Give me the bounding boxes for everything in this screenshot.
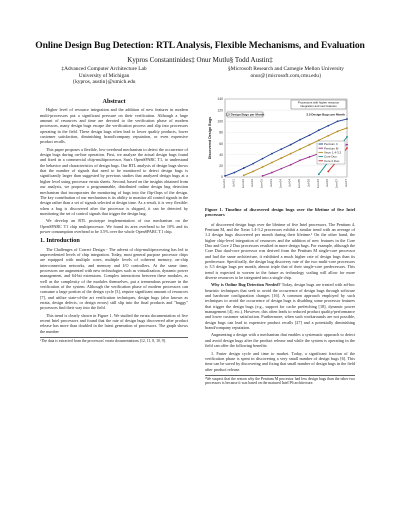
figure-1 — [205, 95, 355, 205]
data-point — [224, 175, 226, 177]
y-tick-label: 80 — [219, 130, 223, 135]
affiliation-michigan — [44, 66, 164, 86]
data-point — [262, 166, 264, 168]
data-point — [252, 163, 254, 165]
data-point — [309, 134, 311, 136]
list-item: 1. Faster design cycle and time to market. Today, a significant fraction of the verification phase is spent in discovering a very small number of design bugs [6]. This time can be saved by discovering and fixing that small number of design bugs in the field after product release. — [205, 350, 355, 372]
data-point — [337, 130, 339, 132]
data-point — [346, 136, 348, 138]
y-tick-label: 0 — [221, 175, 223, 180]
paper-title: Online Design Bug Detection: RTL Analysis, Flexible Mechanisms, and Evaluation — [35, 40, 365, 51]
y-tick-label: 60 — [219, 141, 223, 146]
footnote: ²We suspect that the reason why the Pentium M processor had less design bugs than the other two processors is because it was based on the matured Intel P6 architecture. — [205, 376, 355, 386]
data-point — [327, 171, 329, 173]
x-tick-label: Jul-06 — [325, 179, 330, 188]
y-tick-label: 140 — [217, 97, 223, 102]
y-tick-label: 100 — [217, 119, 223, 124]
data-point — [327, 125, 329, 127]
x-tick-label: Jan-04 — [278, 179, 283, 189]
data-point — [290, 144, 292, 146]
body-text: Today, design bugs are treated with ad-hoc heuristic techniques that seek to avoid the occurrence of design bugs through software and hardware configuration changes [16]. A common approach employed by such techniques to avoid the occurrence of design bugs is disabling some processor features that trigger the design bugs (e.g., support for cache prefetching [18], dynamic power management [4], etc.). However, this often leads to reduced product quality/performance and lower customer satisfaction. Furthermore, when such workarounds are not possible, design bugs can lead to expensive product recalls [27] and a potentially diminishing brand/company reputation. — [205, 282, 355, 331]
right-column — [205, 95, 355, 386]
affiliation-email: {kypros, austin}@umich.edu — [72, 79, 136, 86]
data-point — [271, 162, 273, 164]
x-tick-label: Jan-05 — [297, 179, 302, 189]
intro-paragraph: This trend is clearly shown in Figure 1. We studied the errata documentation of five recent Intel processors and found that the rate of design bugs discovered after product release has more than doubled in the latest generation of processors. The graph shows the number — [40, 312, 188, 334]
data-point — [346, 147, 348, 149]
data-point — [318, 173, 320, 175]
x-tick-label: Jul-07 — [344, 179, 348, 188]
x-tick-label: Jul-04 — [287, 179, 292, 188]
abstract-heading: Abstract — [102, 98, 126, 105]
plot-area — [225, 99, 347, 177]
abstract-paragraph: This paper proposes a flexible, low-overhead mechanism to detect the occurrence of design bugs during on-line operation. First, we analyze the actual design bugs found and fixed in a commercial chip-multiprocessor, Sun's OpenSPARC T1, to understand the behavior and characteristics of design bugs. Our RTL analysis of design bugs shows that the number of signals that need to be monitored to detect design bugs is significantly larger than suggested by previous studies that analyzed design bugs at a higher level using processor errata sheets. Second, based on the insights obtained from our analysis, we propose a programmable, distributed online design bug detection mechanism that incorporates the monitoring of bugs into the flip-flops of the design. The key contribution of our mechanism is its ability to monitor all control signals in the design rather than a set of signals selected at design time. As a result, it is very flexible: when a bug is discovered after the processor is shipped, it can be detected by monitoring the set of control signals that trigger the design bug. — [40, 146, 188, 216]
data-point — [318, 129, 320, 131]
abstract-paragraph: Higher level of resource integration and the addition of new features in modern multi-processors put a significant pressure on their verification. Although a large amount of resources and time are devoted to the verification phase of modern processors, many design bugs escape the verification process and slip into processors operating in the field. These design bugs often lead to lower quality products, lower customer satisfaction, diminishing brand/company reputation, or even expensive product recalls. — [40, 107, 188, 145]
data-point — [262, 158, 264, 160]
body-paragraph: of discovered design bugs over the lifetime of five Intel processors. The Pentium 4, Pentium M, and the Xeon 1.4-3.2 processors exhibit a similar trend with an average of 1.2 design bugs discovered per month during their lifetime.¹ On the other hand, the higher chip-level integration of resources and the addition of new features in the Core Duo and Core 2 Duo processors resulted in more design bugs. For example, although the Core Duo dual-core processor was derived from the Pentium M single-core processor and had the same architecture, it exhibited a much higher rate of design bugs than its predecessor. Specifically, the design bug discovery rate of the two multi-core processors is 3.5 design bugs per month, almost triple that of their single-core predecessors. This trend is expected to worsen in the future as technology scaling will allow for more diverse resources to be integrated into a single chip. — [205, 221, 355, 281]
data-point — [299, 148, 301, 150]
author-list: Kypros Constantinides‡ Onur Mutlu§ Todd Austin‡ — [127, 56, 273, 64]
x-tick-label: Jan-06 — [315, 179, 320, 189]
data-point — [346, 127, 348, 129]
data-point — [271, 153, 273, 155]
data-point — [299, 139, 301, 141]
data-point — [262, 175, 264, 177]
legend-label: Xeon 1.4-3.2 — [324, 150, 342, 155]
body-paragraph: Augmenting a design with a mechanism that enables a systematic approach to detect and avoid design bugs after the product release and while the system is operating in the field can offer the following benefits: — [205, 332, 355, 349]
left-column — [40, 95, 188, 344]
annotation-label: Processors with higher resource — [297, 100, 340, 105]
introduction-heading: 1. Introduction — [40, 237, 80, 245]
abstract-paragraph: We develop an RTL prototype implementation of our mechanism on the OpenSPARC T1 chip multiprocessor. We found its area overhead to be 10% and its power consumption overhead to be 3.5% over the whole OpenSPARC T1 chip. — [40, 218, 188, 234]
inline-heading: Why is Online Bug Detection Needed? — [211, 282, 281, 288]
y-axis-label: Discovered Design Bugs — [208, 116, 212, 160]
footnote: ¹The data is extracted from the processors' errata documentations [12, 11, 8, 10, 9]. — [40, 337, 188, 344]
data-point — [309, 144, 311, 146]
y-tick-label: 40 — [219, 152, 223, 157]
legend-label: Core 2 Duo — [324, 158, 340, 163]
x-tick-label: Jul-05 — [306, 179, 311, 188]
annotation-label: 1.2 Design Bugs per Month — [225, 112, 265, 117]
data-point — [309, 156, 311, 158]
affiliation-line: ‡Advanced Computer Architecture Lab — [61, 66, 147, 72]
affiliation-line: University of Michigan — [78, 72, 130, 79]
affiliation-microsoft — [206, 66, 366, 79]
data-point — [290, 153, 292, 155]
x-tick-label: Jan-01 — [222, 179, 226, 189]
intro-paragraph: The Challenges of Correct Design - The advent of chip-multiprocessing has led to unprecedented levels of chip integration. Today, most general purpose processor chips are equipped with multiple cores, multiple levels of coherent memory, on-chip interconnection networks, and memory and I/O controllers. At the same time, processors are augmented with new technologies such as virtualization, dynamic power management, and 64-bit extensions. Complex interactions between these modules, as well as the complexity of the modules themselves, put a tremendous pressure in the verification of the system. Although the verification phase of modern processors can consume a large portion of the design cycle [3], require significant amount of resources [7], and utilize state-of-the art verification techniques, design bugs (also known as errata, design defects, or design errors) still slip into the final products and "buggy" processors find their way into the field. — [40, 246, 188, 311]
data-point — [290, 164, 292, 166]
data-point — [252, 171, 254, 173]
legend-label: Pentium 4 — [324, 142, 338, 147]
data-point — [243, 174, 245, 176]
x-tick-label: Jan-07 — [334, 179, 339, 189]
x-tick-label: Jan-02 — [240, 179, 245, 189]
body-paragraph — [205, 282, 355, 330]
data-point — [243, 167, 245, 169]
data-point — [327, 135, 329, 137]
figure-caption: Figure 1. Timeline of discovered design bugs over the lifetime of five Intel processors — [205, 207, 355, 218]
y-tick-label: 120 — [217, 108, 223, 113]
data-point — [337, 120, 339, 122]
data-point — [280, 157, 282, 159]
x-tick-label: Jul-01 — [231, 179, 236, 188]
data-point — [271, 172, 273, 174]
x-tick-label: Jul-02 — [250, 179, 255, 188]
annotation-label: 3.5 Design Bugs per Month — [306, 112, 345, 117]
data-point — [280, 148, 282, 150]
data-point — [280, 168, 282, 170]
y-tick-label: 20 — [219, 164, 223, 169]
legend-label: Core Duo — [324, 154, 337, 159]
data-point — [346, 118, 348, 120]
bug-timeline-chart — [205, 95, 355, 205]
affiliation-email: onur@{microsoft.com,cmu.edu} — [250, 72, 322, 79]
annotation-label: integration and new features — [300, 104, 337, 109]
legend-label: Pentium M — [324, 146, 339, 151]
x-tick-label: Jan-03 — [259, 179, 264, 189]
data-point — [233, 172, 235, 174]
data-point — [299, 159, 301, 161]
data-point — [346, 144, 348, 146]
x-tick-label: Jul-03 — [268, 179, 273, 188]
affiliation-line: §Microsoft Research and Carnegie Mellon University — [227, 66, 345, 72]
